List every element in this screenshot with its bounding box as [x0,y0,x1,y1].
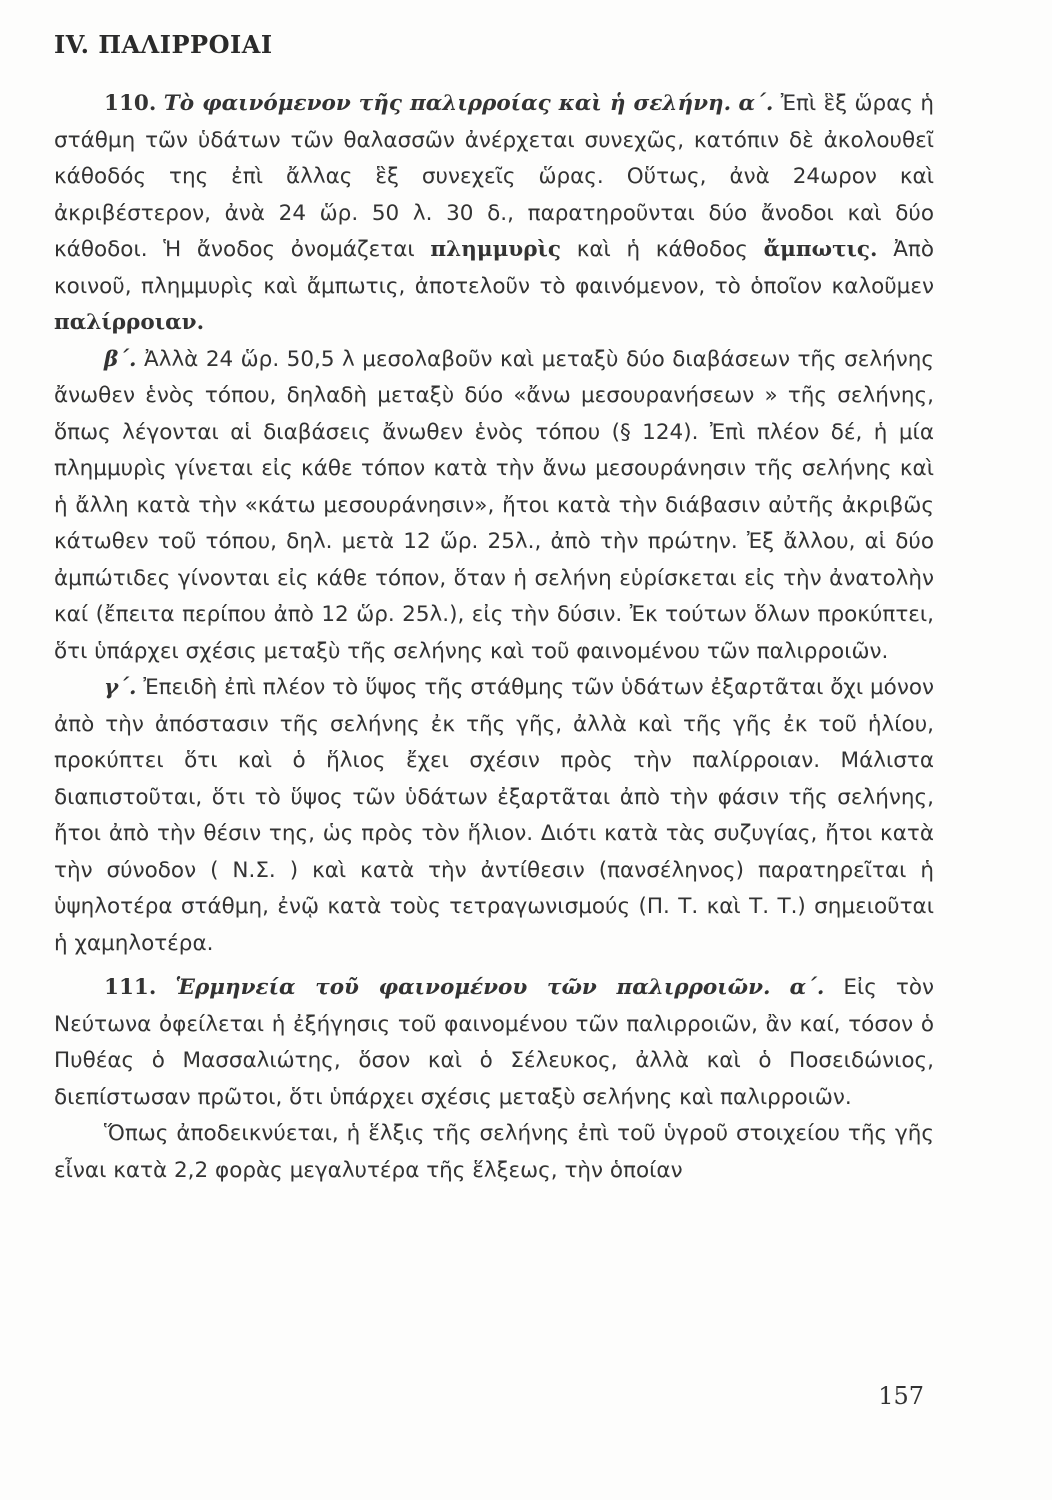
section-111-paragraph-2 [54,1116,934,1189]
section-110-a-text-3: Ἀπὸ κοινοῦ, πλημμυρὶς καὶ ἄμπωτις, ἀποτελοῦν τὸ φαινόμενον, τὸ ὁποῖον καλοῦμεν [54,237,935,299]
section-111-a-text: Εἰς τὸν Νεύτωνα ὀφείλεται ἡ ἐξήγησις τοῦ φαινομένου τῶν παλιρροιῶν, ἂν καί, τόσον ὁ Πυθέας ὁ Μασσαλιώτης, ὅσον καὶ ὁ Σέλευκος, ἀλλὰ καὶ ὁ Ποσειδώνιος, διεπίστωσαν πρῶτοι, ὅτι ὑπάρχει σχέσις μεταξὺ σελήνης καὶ παλιρροιῶν. [54,975,935,1110]
section-110-b-marker: β΄. [104,346,137,372]
body-text [54,86,934,1189]
page-number: 157 [878,1382,924,1410]
section-110-title: Τὸ φαινόμενον τῆς παλιρροίας καὶ ἡ σελήνη. [163,91,732,116]
section-110-c-marker: γ΄. [104,675,137,700]
section-110-number: 110. [104,91,157,116]
section-111-a-marker: α΄. [789,975,825,1000]
term-ampotis: ἄμπωτις. [763,237,878,262]
section-110-c-text: Ἐπειδὴ ἐπὶ πλέον τὸ ὕψος τῆς στάθμης τῶν ὑδάτων ἐξαρτᾶται ὄχι μόνον ἀπὸ τὴν ἀπόστασιν τῆς σελήνης ἐκ τῆς γῆς, ἀλλὰ καὶ τῆς γῆς ἐκ τοῦ ἡλίου, προκύπτει ὅτι καὶ ὁ ἥλιος ἔχει σχέσιν πρὸς τὴν παλίρροιαν. Μάλιστα διαπιστοῦται, ὅτι τὸ ὕψος τῶν ὑδάτων ἐξαρτᾶται ἀπὸ τὴν φάσιν τῆς σελήνης, ἤτοι ἀπὸ τὴν θέσιν της, ὡς πρὸς τὸν ἥλιον. Διότι κατὰ τὰς συζυγίας, ἤτοι κατὰ τὴν σύνοδον ( Ν.Σ. ) καὶ κατὰ τὴν ἀντίθεσιν (πανσέληνος) παρατηρεῖται ἡ ὑψηλοτέρα στάθμη, ἐνῷ κατὰ τοὺς τετραγωνισμούς (Π. Τ. καὶ Τ. Τ.) σημειοῦται ἡ χαμηλοτέρα. [54,675,934,956]
section-111-paragraph-a [54,970,934,1116]
section-110-a-text-1: Ἐπὶ ἓξ ὥρας ἡ στάθμη τῶν ὑδάτων τῶν θαλασσῶν ἀνέρχεται συνεχῶς, κατόπιν δὲ ἀκολουθεῖ κάθοδός της ἐπὶ ἄλλας ἓξ συνεχεῖς ὥρας. Οὕτως, ἀνὰ 24ωρον καὶ ἀκριβέστερον, ἀνὰ 24 ὥρ. 50 λ. 30 δ., παρατηροῦνται δύο ἄνοδοι καὶ δύο κάθοδοι. Ἡ ἄνοδος ὀνομάζεται [54,91,934,262]
section-110-a-text-2: καὶ ἡ κάθοδος [576,237,748,262]
section-110-paragraph-b [54,342,934,671]
section-111-paragraph-2-text: Ὅπως ἀποδεικνύεται, ἡ ἕλξις τῆς σελήνης ἐπὶ τοῦ ὑγροῦ στοιχείου τῆς γῆς εἶναι κατὰ 2,2 φορὰς μεγαλυτέρα τῆς ἕλξεως, τὴν ὁποίαν [54,1121,934,1183]
chapter-title: IV. ΠΑΛΙΡΡΟΙΑΙ [54,30,273,59]
section-111-title: Ἑρμηνεία τοῦ φαινομένου τῶν παλιρροιῶν. [175,975,771,1000]
section-110-a-marker: α΄. [738,91,774,116]
term-plimmyris: πλημμυρὶς [430,237,562,262]
section-110-b-text: Ἀλλὰ 24 ὥρ. 50,5 λ μεσολαβοῦν καὶ μεταξὺ δύο διαβάσεων τῆς σελήνης ἄνωθεν ἑνὸς τόπου, δηλαδὴ μεταξὺ δύο «ἄνω μεσουρανήσεων » τῆς σελήνης, ὅπως λέγονται αἱ διαβάσεις ἄνωθεν ἑνὸς τόπου (§ 124). Ἐπὶ πλέον δέ, ἡ μία πλημμυρὶς γίνεται εἰς κάθε τόπον κατὰ τὴν ἄνω μεσουράνησιν τῆς σελήνης καὶ ἡ ἄλλη κατὰ τὴν «κάτω μεσουράνησιν», ἤτοι κατὰ τὴν διάβασιν αὐτῆς ἀκριβῶς κάτωθεν τοῦ τόπου, δηλ. μετὰ 12 ὥρ. 25λ., ἀπὸ τὴν πρώτην. Ἐξ ἄλλου, αἱ δύο ἀμπώτιδες γίνονται εἰς κάθε τόπον, ὅταν ἡ σελήνη εὑρίσκεται εἰς τὴν ἀνατολὴν καί (ἔπειτα περίπου ἀπὸ 12 ὥρ. 25λ.), εἰς τὴν δύσιν. Ἐκ τούτων ὅλων προκύπτει, ὅτι ὑπάρχει σχέσις μεταξὺ τῆς σελήνης καὶ τοῦ φαινομένου τῶν παλιρροιῶν. [54,346,934,664]
section-110-paragraph-c [54,670,934,962]
section-110-paragraph-a [54,86,934,342]
section-111-number: 111. [104,975,157,1000]
section-gap [54,962,934,970]
term-palirroia: παλίρροιαν. [54,310,205,335]
